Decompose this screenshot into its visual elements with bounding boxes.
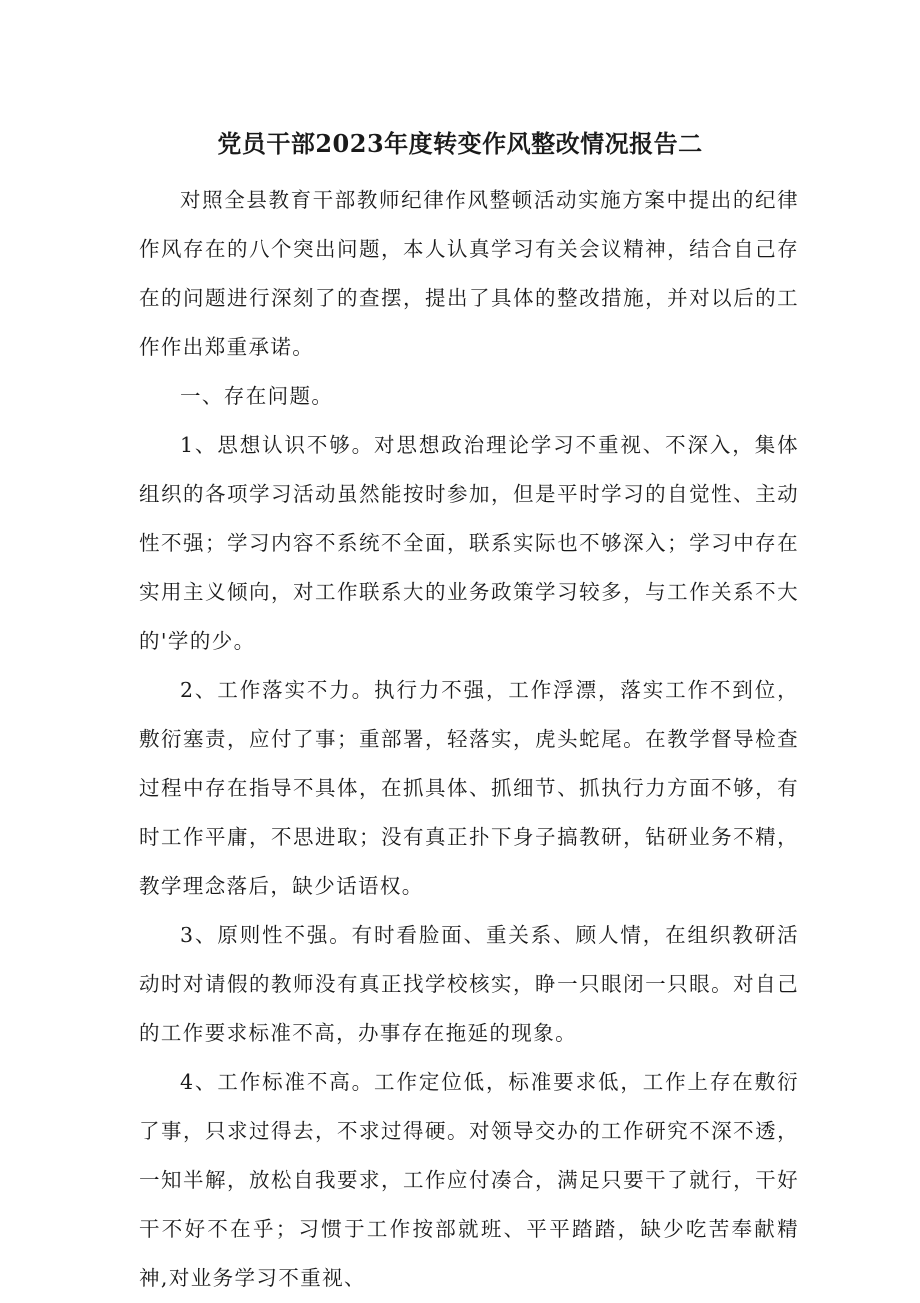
problem-4-paragraph: 4、工作标准不高。工作定位低，标准要求低，工作上存在敷衍了事，只求过得去，不求过得硬。对领导交办的工作研究不深不透，一知半解，放松自我要求，工作应付凑合，满足只要干了就行，干好干不好不在乎；习惯于工作按部就班、平平踏踏，缺少吃苦奉献精神,对业务学习不重视、 xyxy=(139,1070,799,1290)
problem-2-paragraph: 2、工作落实不力。执行力不强，工作浮漂，落实工作不到位，敷衍塞责，应付了事；重部署，轻落实，虎头蛇尾。在教学督导检查过程中存在指导不具体，在抓具体、抓细节、抓执行力方面不够，有时工作平庸，不思进取；没有真正扑下身子搞教研，钻研业务不精，教学理念落后，缺少话语权。 xyxy=(139,678,799,898)
document-title: 党员干部2023年度转变作风整改情况报告二 xyxy=(217,129,703,158)
section-heading-problems: 一、存在问题。 xyxy=(180,384,334,408)
intro-paragraph: 对照全县教育干部教师纪律作风整顿活动实施方案中提出的纪律作风存在的八个突出问题，本人认真学习有关会议精神，结合自己存在的问题进行深刻了的查摆，提出了具体的整改措施，并对以后的工作作出郑重承诺。 xyxy=(139,188,799,359)
problem-1-paragraph: 1、思想认识不够。对思想政治理论学习不重视、不深入，集体组织的各项学习活动虽然能按时参加，但是平时学习的自觉性、主动性不强；学习内容不系统不全面，联系实际也不够深入；学习中存在实用主义倾向，对工作联系大的业务政策学习较多，与工作关系不大的'学的少。 xyxy=(139,433,799,653)
problem-3-paragraph: 3、原则性不强。有时看脸面、重关系、顾人情，在组织教研活动时对请假的教师没有真正找学校核实，睁一只眼闭一只眼。对自己的工作要求标准不高，办事存在拖延的现象。 xyxy=(139,923,799,1045)
document-body xyxy=(139,176,799,1303)
